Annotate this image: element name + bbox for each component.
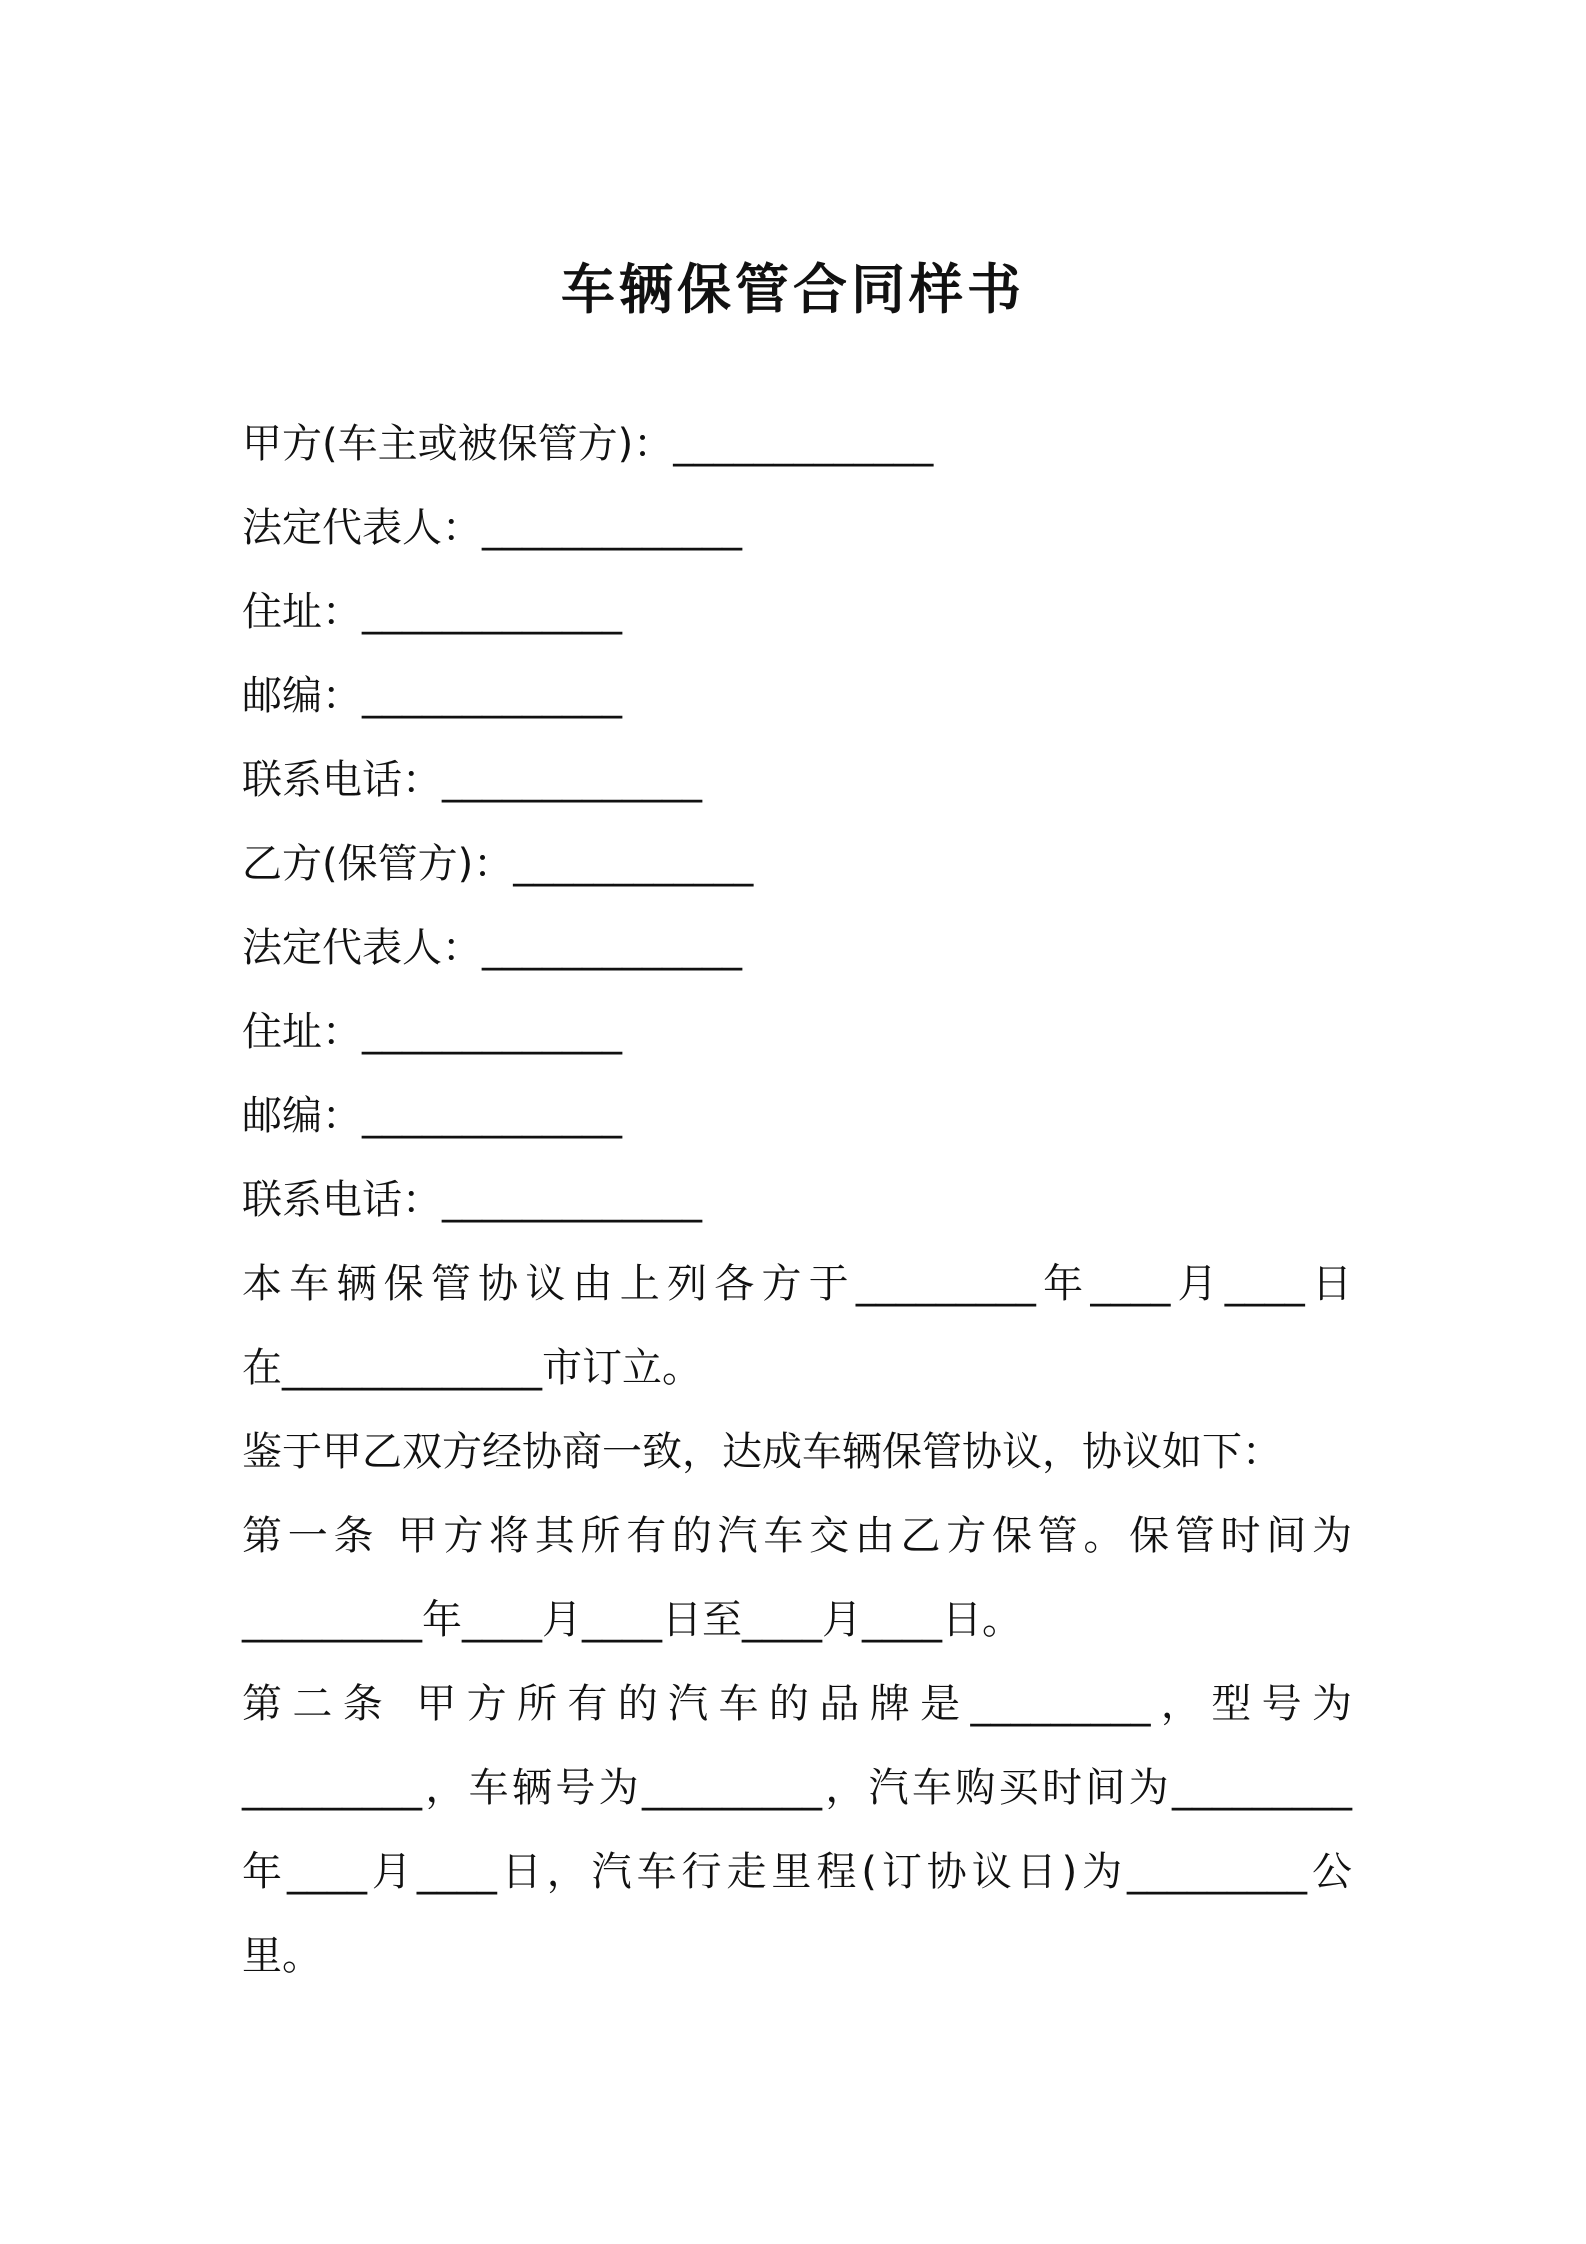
article-2-line-1: 第二条 甲方所有的汽车的品牌是_________，型号为 [242,1681,1352,1727]
party-a-address-line: 住址：_____________ [242,589,622,635]
document-title: 车辆保管合同样书 [561,258,1025,321]
party-b-legal-rep-line: 法定代表人：_____________ [242,925,742,971]
party-b-postcode-line: 邮编：_____________ [242,1093,622,1139]
signing-date-line: 本车辆保管协议由上列各方于_________年____月____日 [242,1261,1352,1307]
party-a-postcode-line: 邮编：_____________ [242,673,622,719]
article-1-line-2: _________年____月____日至____月____日。 [242,1597,1022,1643]
party-a-phone-line: 联系电话：_____________ [242,757,702,803]
preamble-line: 鉴于甲乙双方经协商一致，达成车辆保管协议，协议如下： [242,1429,1282,1475]
article-2-line-4: 里。 [242,1933,322,1979]
party-a-name-line: 甲方(车主或被保管方)：_____________ [242,421,934,467]
party-a-legal-rep-line: 法定代表人：_____________ [242,505,742,551]
party-b-address-line: 住址：_____________ [242,1009,622,1055]
party-b-name-line: 乙方(保管方)：____________ [242,841,754,887]
article-2-line-2: _________，车辆号为_________，汽车购买时间为_________ [242,1765,1352,1811]
signing-city-line: 在_____________市订立。 [242,1345,702,1391]
article-2-line-3: 年____月____日，汽车行走里程(订协议日)为_________公 [242,1849,1352,1895]
party-b-phone-line: 联系电话：_____________ [242,1177,702,1223]
article-1-line-1: 第一条 甲方将其所有的汽车交由乙方保管。保管时间为 [242,1513,1352,1559]
